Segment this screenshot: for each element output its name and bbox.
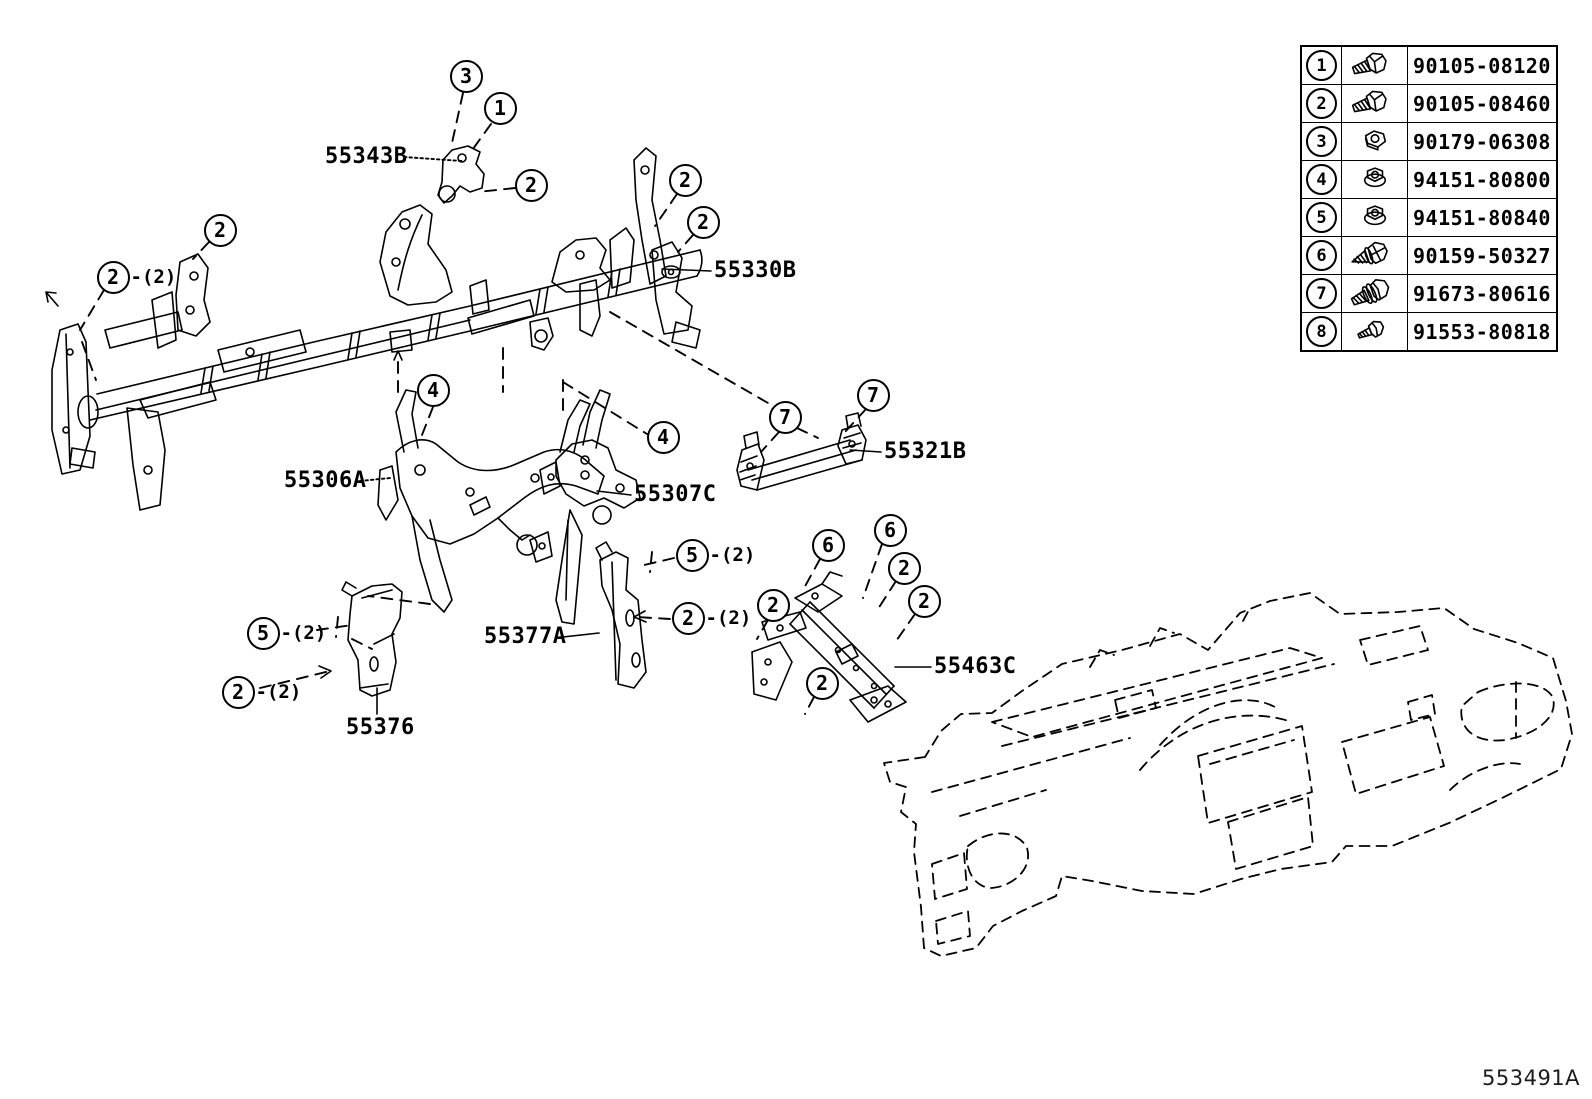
callout-bubble xyxy=(222,676,302,709)
callout-number: 2 xyxy=(106,265,120,289)
callout-number: 5 xyxy=(685,543,699,567)
callout-number: 2 xyxy=(678,168,692,192)
callout-number: 4 xyxy=(426,378,440,402)
callout-bubble xyxy=(97,261,177,294)
part-number-label: 55321B xyxy=(884,439,967,464)
callout-number: 2 xyxy=(524,173,538,197)
callout-bubble xyxy=(647,421,680,454)
flange-nut-icon xyxy=(1342,161,1408,199)
callout-bubble xyxy=(247,617,327,650)
callout-bubble xyxy=(204,214,237,247)
callout-number: 2 xyxy=(815,671,829,695)
callout-number: 2 xyxy=(213,218,227,242)
spring-washer-bolt-icon xyxy=(1342,275,1408,313)
fastener-part-number: 94151-80840 xyxy=(1408,199,1558,237)
flange-bolt-icon xyxy=(1342,46,1408,85)
fastener-number-badge: 3 xyxy=(1306,126,1337,157)
callout-bubble xyxy=(812,529,845,562)
washer-screw-icon xyxy=(1342,237,1408,275)
callout-number: 6 xyxy=(883,518,897,542)
callout-bubble xyxy=(484,92,517,125)
callout-number: 7 xyxy=(778,405,792,429)
fastener-number-cell xyxy=(1301,161,1342,199)
callout-number: 2 xyxy=(231,680,245,704)
flange-bolt-icon xyxy=(1342,85,1408,123)
callout-bubble xyxy=(672,602,752,635)
fastener-number-cell xyxy=(1301,46,1342,85)
fastener-number-badge: 4 xyxy=(1306,164,1337,195)
fastener-number-badge: 8 xyxy=(1306,316,1337,347)
fastener-number-cell xyxy=(1301,237,1342,275)
part-number-label: 55343B xyxy=(325,144,408,169)
fastener-table xyxy=(1300,45,1558,352)
bracket-55307c xyxy=(530,390,640,624)
fastener-part-number: 90159-50327 xyxy=(1408,237,1558,275)
callout-bubble xyxy=(874,514,907,547)
callout-number: 6 xyxy=(821,533,835,557)
callout-bubble xyxy=(888,552,921,585)
callout-number: 2 xyxy=(766,593,780,617)
part-number-label: 55306A xyxy=(284,468,367,493)
callout-bubble xyxy=(515,169,548,202)
callout-qty-suffix: -(2) xyxy=(280,621,327,644)
callout-bubble xyxy=(908,585,941,618)
fastener-number-cell xyxy=(1301,85,1342,123)
fastener-row xyxy=(1301,46,1557,85)
hex-nut-icon xyxy=(1342,123,1408,161)
fastener-part-number: 91553-80818 xyxy=(1408,313,1558,352)
callout-number: 4 xyxy=(656,425,670,449)
fastener-number-badge: 5 xyxy=(1306,202,1337,233)
callout-bubble xyxy=(806,667,839,700)
part-number-label: 55376 xyxy=(346,715,415,740)
callout-number: 3 xyxy=(459,64,473,88)
fastener-number-badge: 2 xyxy=(1306,88,1337,119)
fastener-table-body xyxy=(1301,46,1557,351)
bracket-55306a xyxy=(378,390,604,612)
fastener-number-badge: 6 xyxy=(1306,240,1337,271)
fastener-part-number: 94151-80800 xyxy=(1408,161,1558,199)
callout-qty-suffix: -(2) xyxy=(705,606,752,629)
callout-number: 5 xyxy=(256,621,270,645)
callout-number: 2 xyxy=(696,210,710,234)
fastener-number-badge: 7 xyxy=(1306,278,1337,309)
fastener-number-cell xyxy=(1301,199,1342,237)
fastener-number-badge: 1 xyxy=(1306,50,1337,81)
leader-arrowheads xyxy=(319,351,646,678)
callout-qty-suffix: -(2) xyxy=(255,680,302,703)
fastener-part-number: 90179-06308 xyxy=(1408,123,1558,161)
part-number-label: 55307C xyxy=(634,482,717,507)
callout-bubble xyxy=(450,60,483,93)
fastener-row xyxy=(1301,199,1557,237)
callout-bubble xyxy=(687,206,720,239)
fastener-part-number: 91673-80616 xyxy=(1408,275,1558,313)
bracket-55321b xyxy=(737,413,866,490)
callout-bubble xyxy=(857,379,890,412)
callout-number: 1 xyxy=(493,96,507,120)
callout-qty-suffix: -(2) xyxy=(709,543,756,566)
callout-number: 7 xyxy=(866,383,880,407)
part-number-label: 55330B xyxy=(714,258,797,283)
callout-qty-suffix: -(2) xyxy=(130,265,177,288)
flange-nut-icon xyxy=(1342,199,1408,237)
fastener-row xyxy=(1301,275,1557,313)
fastener-row xyxy=(1301,123,1557,161)
fastener-row xyxy=(1301,313,1557,352)
fastener-part-number: 90105-08120 xyxy=(1408,46,1558,85)
fastener-row xyxy=(1301,161,1557,199)
instrument-panel-outline xyxy=(884,593,1572,956)
crossbar-assembly xyxy=(46,146,702,510)
callout-bubble xyxy=(757,589,790,622)
part-number-label: 55463C xyxy=(934,654,1017,679)
fastener-row xyxy=(1301,85,1557,123)
label-leader-lines xyxy=(360,157,931,714)
part-number-label: 55377A xyxy=(484,624,567,649)
callout-number: 2 xyxy=(681,606,695,630)
callout-bubble xyxy=(676,539,756,572)
callout-bubble xyxy=(417,374,450,407)
callout-number: 2 xyxy=(917,589,931,613)
hex-bolt-icon xyxy=(1342,313,1408,352)
fastener-number-cell xyxy=(1301,275,1342,313)
fastener-number-cell xyxy=(1301,123,1342,161)
fastener-part-number: 90105-08460 xyxy=(1408,85,1558,123)
diagram-id: 553491A xyxy=(1482,1066,1581,1090)
callout-number: 2 xyxy=(897,556,911,580)
callout-bubble xyxy=(669,164,702,197)
callout-bubble xyxy=(769,401,802,434)
fastener-row xyxy=(1301,237,1557,275)
fastener-number-cell xyxy=(1301,313,1342,352)
